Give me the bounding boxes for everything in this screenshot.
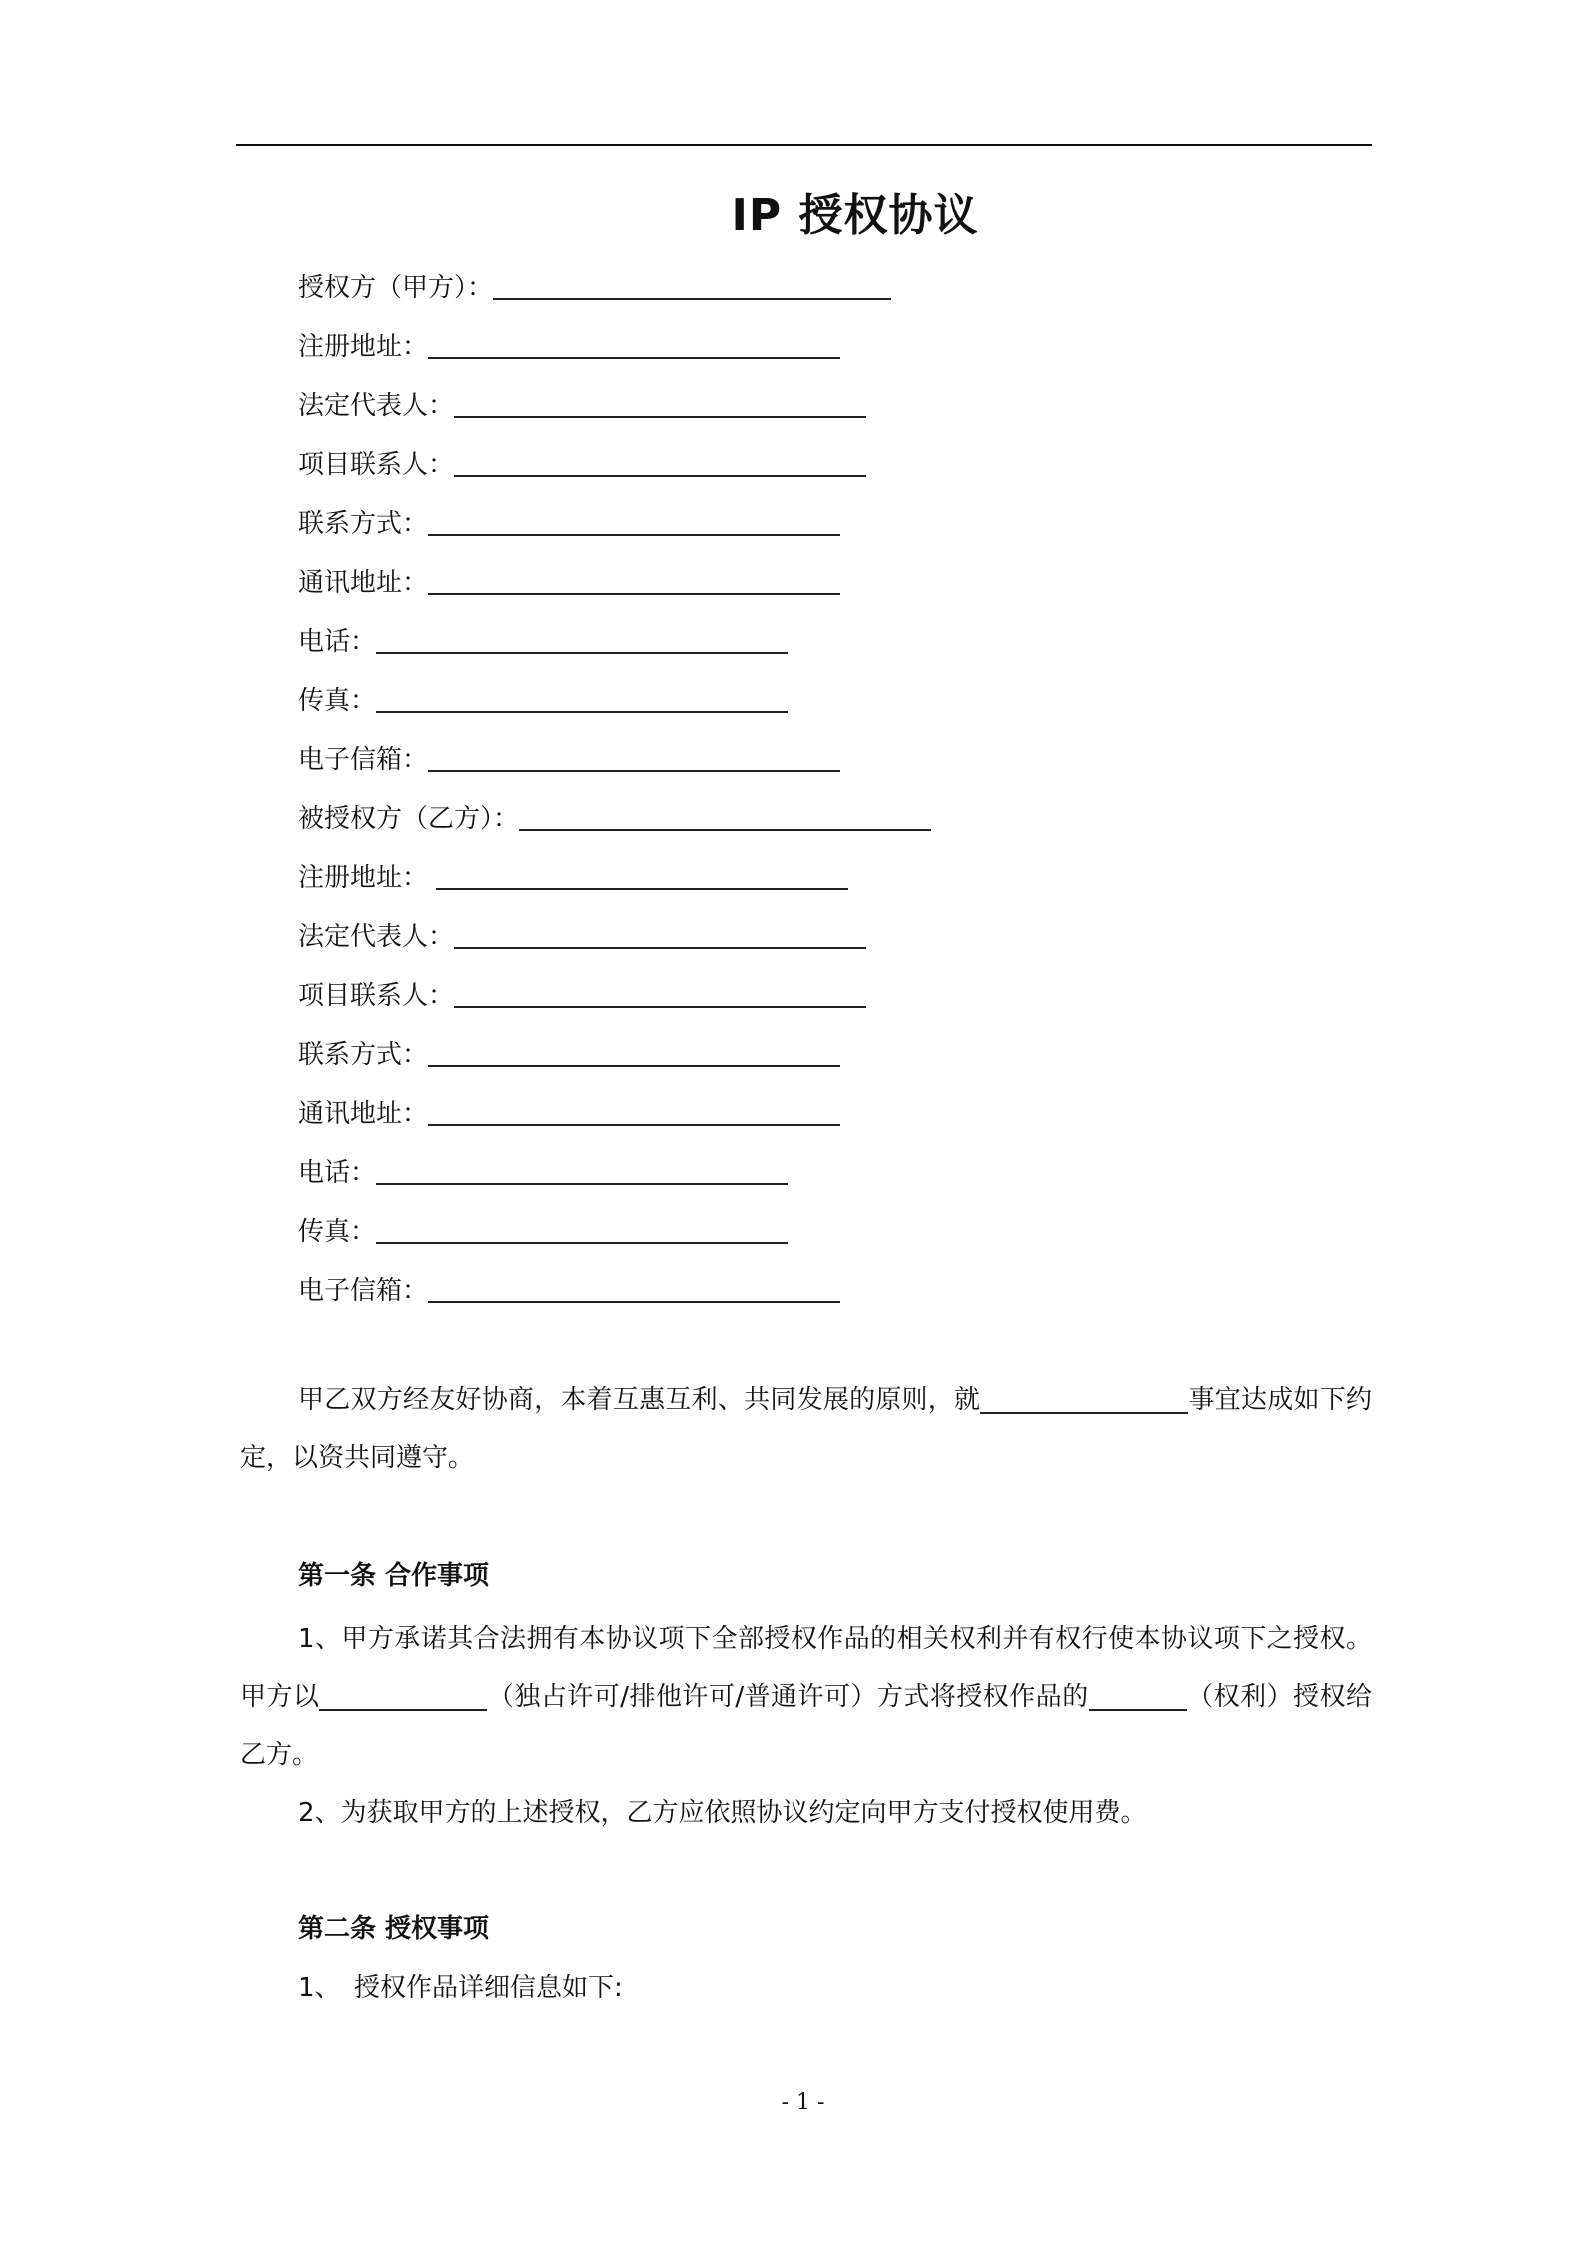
- field-label: 传真：: [298, 686, 377, 716]
- matter-blank[interactable]: [980, 1382, 1188, 1414]
- fill-in-blank[interactable]: [428, 1275, 840, 1303]
- field-label: 注册地址：: [298, 863, 429, 893]
- field-registered-address-a: [298, 321, 840, 365]
- fill-in-blank[interactable]: [454, 449, 866, 477]
- field-mailing-address-b: [298, 1088, 840, 1132]
- field-party-a: [298, 262, 891, 306]
- field-email-b: [298, 1265, 840, 1309]
- field-registered-address-b: [298, 852, 848, 896]
- field-label: 项目联系人：: [298, 981, 455, 1011]
- item-number: 1、: [298, 1973, 341, 2003]
- field-fax-b: [298, 1206, 788, 1250]
- field-project-contact-b: [298, 970, 866, 1014]
- article-1-clause-2: 2、为获取甲方的上述授权，乙方应依照协议约定向甲方支付授权使用费。: [298, 1798, 1147, 1828]
- field-contact-method-b: [298, 1029, 840, 1073]
- field-contact-method-a: [298, 498, 840, 542]
- intro-paragraph: [240, 1371, 1372, 1487]
- fill-in-blank[interactable]: [519, 803, 931, 831]
- article-2-heading: 第二条 授权事项: [298, 1914, 490, 1944]
- fill-in-blank[interactable]: [436, 862, 848, 890]
- rights-blank[interactable]: [1089, 1679, 1187, 1711]
- field-legal-rep-a: [298, 380, 866, 424]
- field-label: 法定代表人：: [298, 922, 455, 952]
- field-label: 传真：: [298, 1217, 377, 1247]
- field-fax-a: [298, 675, 788, 719]
- field-mailing-address-a: [298, 557, 840, 601]
- header-rule: [236, 144, 1372, 146]
- field-phone-a: [298, 616, 788, 660]
- field-label: 电话：: [298, 1158, 377, 1188]
- field-label: 通讯地址：: [298, 1099, 429, 1129]
- field-label: 联系方式：: [298, 509, 429, 539]
- fill-in-blank[interactable]: [493, 272, 891, 300]
- fill-in-blank[interactable]: [428, 1039, 840, 1067]
- fill-in-blank[interactable]: [428, 331, 840, 359]
- intro-text-before: 甲乙双方经友好协商，本着互惠互利、共同发展的原则，就: [298, 1385, 981, 1415]
- field-label: 法定代表人：: [298, 391, 455, 421]
- page-title: IP 授权协议: [731, 190, 979, 241]
- article-1-heading: 第一条 合作事项: [298, 1561, 490, 1591]
- fill-in-blank[interactable]: [428, 744, 840, 772]
- clause-text: 1、甲方承诺其合法拥有本协议项下全部授权作品的相关权利并有权行使本协议项下之授权。甲方以: [240, 1624, 1372, 1712]
- field-label: 通讯地址：: [298, 568, 429, 598]
- intro-text-after: 事宜达成如下约定，以资共同遵守。: [240, 1385, 1372, 1473]
- field-label: 电话：: [298, 627, 377, 657]
- field-legal-rep-b: [298, 911, 866, 955]
- page-number: - 1 -: [781, 2090, 825, 2115]
- item-text: 授权作品详细信息如下:: [354, 1973, 623, 2003]
- field-label: 注册地址：: [298, 332, 429, 362]
- fill-in-blank[interactable]: [454, 980, 866, 1008]
- field-party-b: [298, 793, 931, 837]
- field-label: 被授权方（乙方）：: [298, 804, 520, 834]
- field-label: 联系方式：: [298, 1040, 429, 1070]
- license-type-blank[interactable]: [319, 1679, 487, 1711]
- fill-in-blank[interactable]: [454, 921, 866, 949]
- field-project-contact-a: [298, 439, 866, 483]
- field-label: 电子信箱：: [298, 1276, 429, 1306]
- field-phone-b: [298, 1147, 788, 1191]
- field-email-a: [298, 734, 840, 778]
- field-label: 授权方（甲方）：: [298, 273, 494, 303]
- clause-text: （独占许可/排他许可/普通许可）方式将授权作品的: [487, 1682, 1089, 1712]
- clause-text: （权利）授权给乙方。: [240, 1682, 1372, 1770]
- fill-in-blank[interactable]: [428, 1098, 840, 1126]
- article-2-item-1: [298, 1968, 623, 2008]
- fill-in-blank[interactable]: [454, 390, 866, 418]
- fill-in-blank[interactable]: [376, 685, 788, 713]
- field-label: 项目联系人：: [298, 450, 455, 480]
- fill-in-blank[interactable]: [428, 567, 840, 595]
- fill-in-blank[interactable]: [376, 626, 788, 654]
- field-label: 电子信箱：: [298, 745, 429, 775]
- fill-in-blank[interactable]: [376, 1216, 788, 1244]
- fill-in-blank[interactable]: [376, 1157, 788, 1185]
- article-1-clause-1: [240, 1610, 1372, 1784]
- fill-in-blank[interactable]: [428, 508, 840, 536]
